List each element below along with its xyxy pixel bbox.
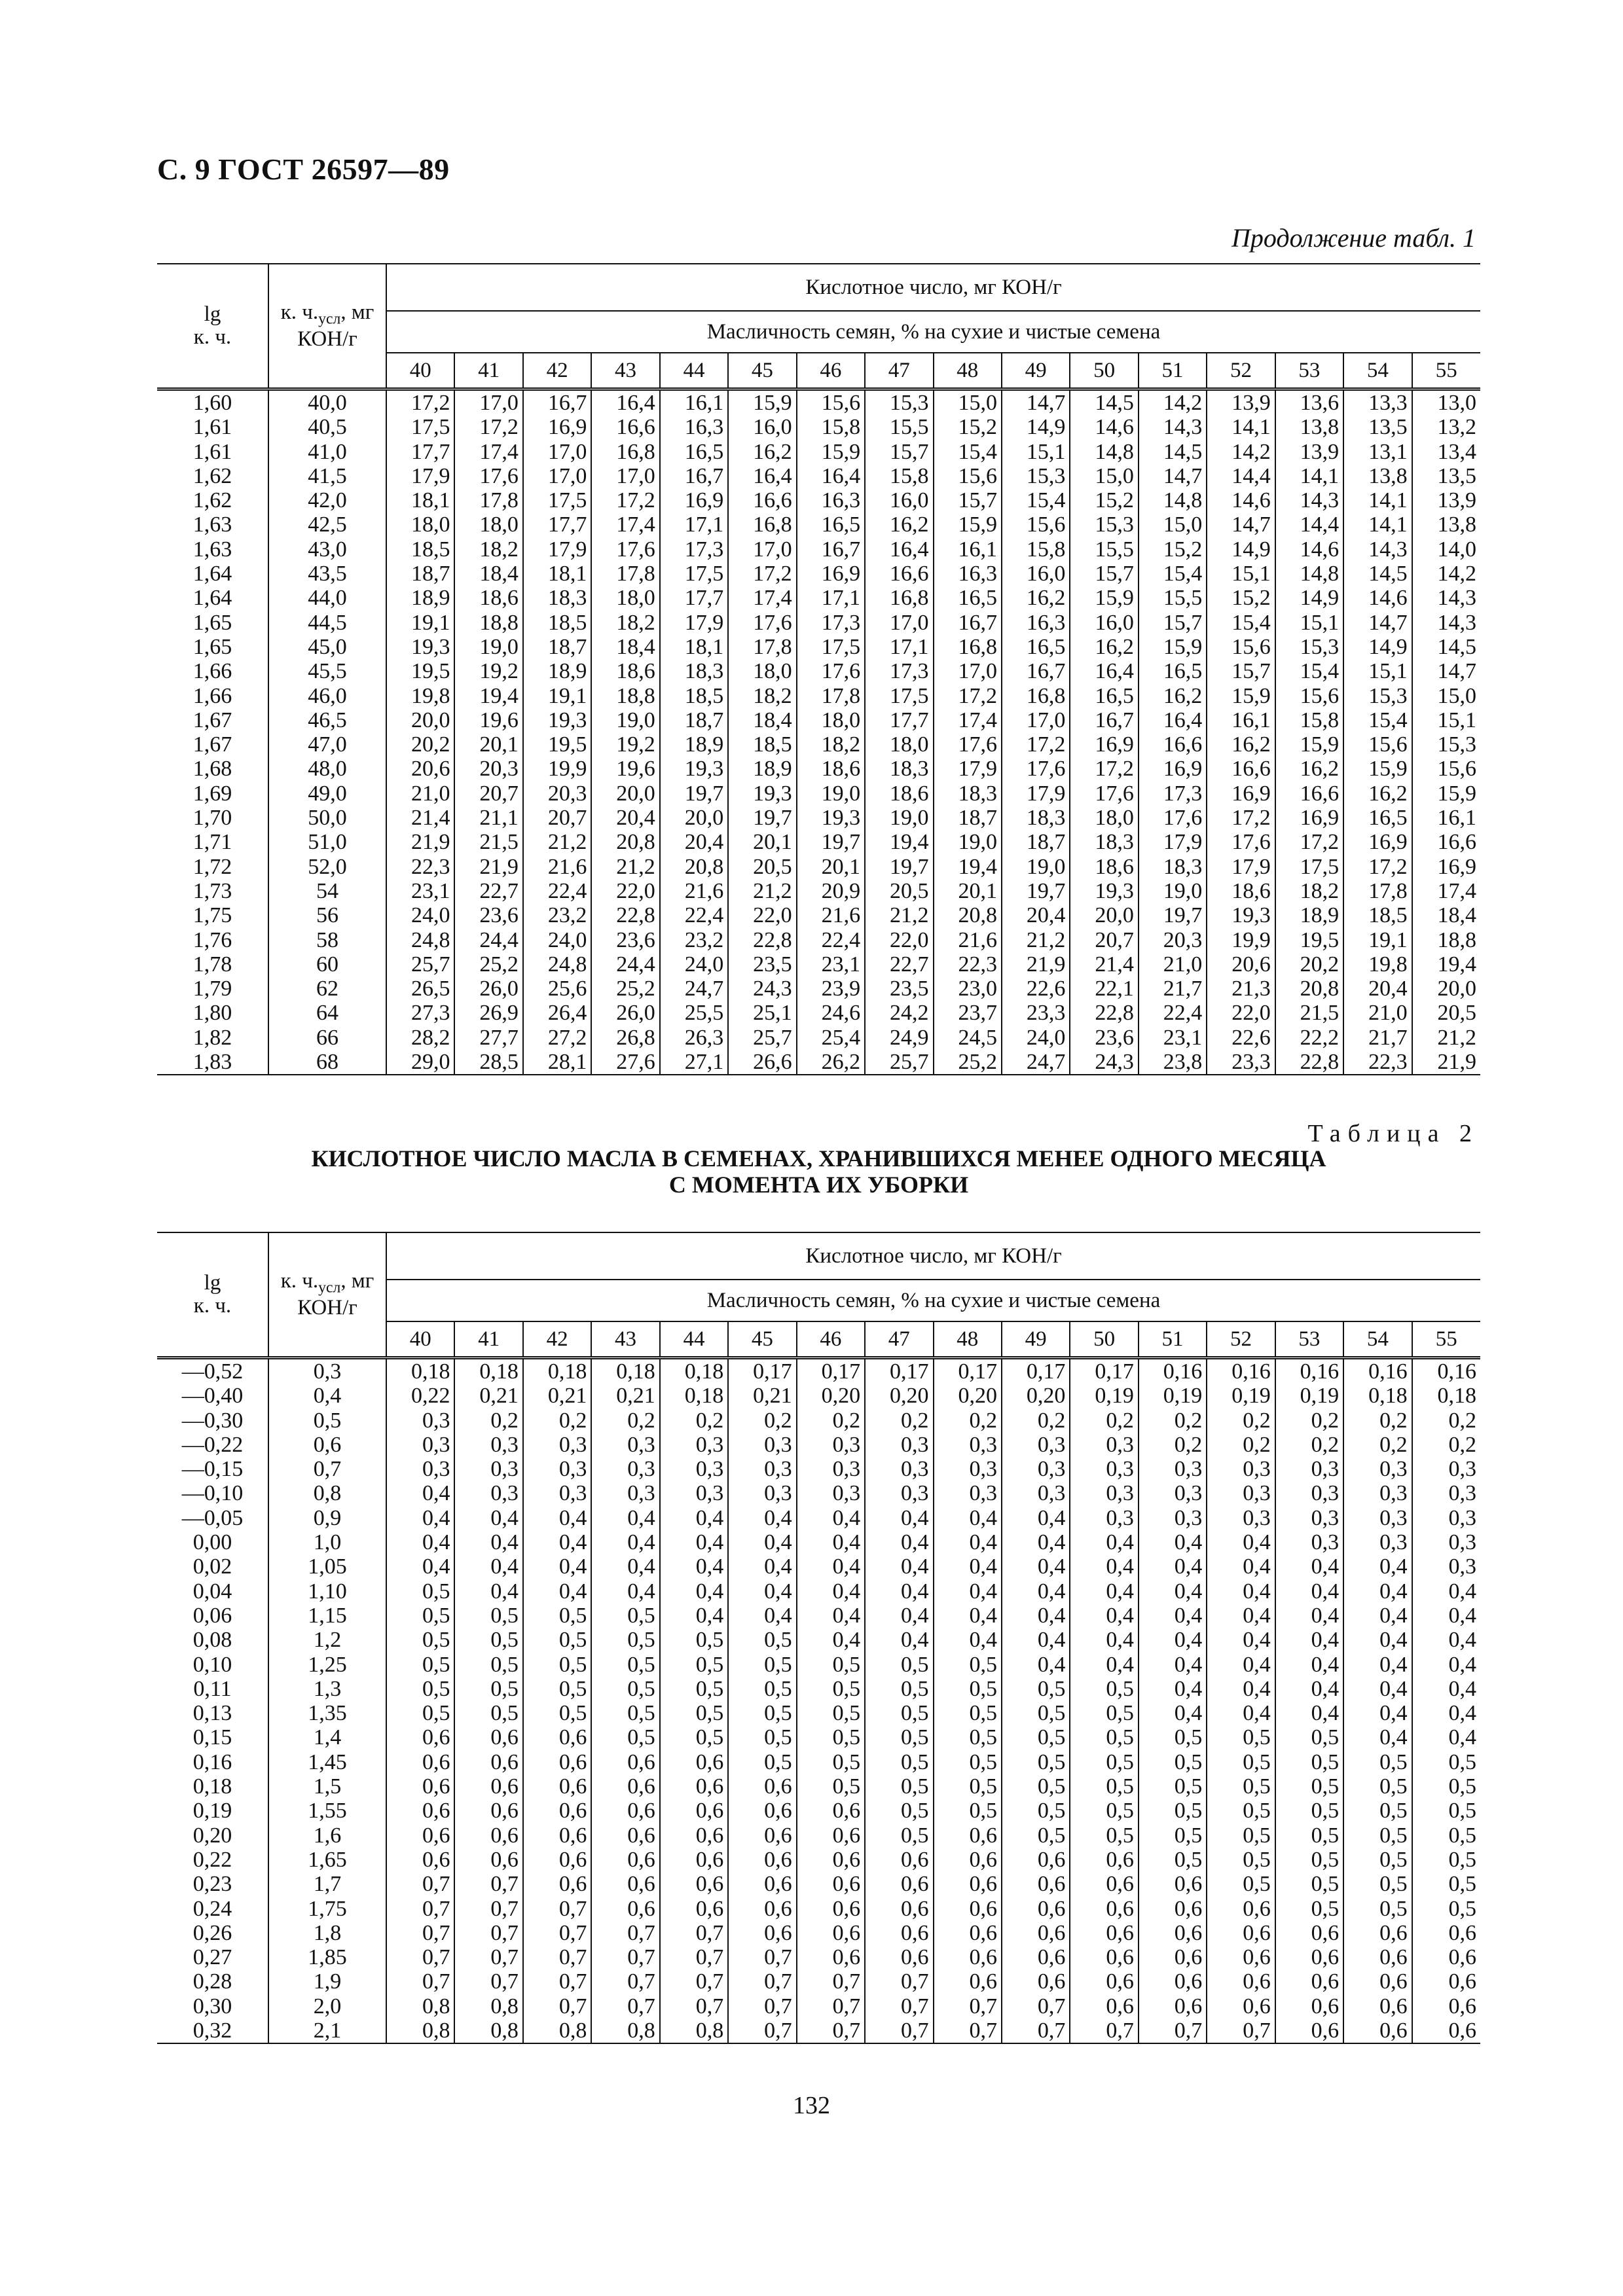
values-column-52: 0,16 0,19 0,2 0,2 0,3 0,3 0,3 0,4 0,4 0,4 0,4 0,4 0,4 0,4 0,4 0,5 0,5 0,5 0,5 0,5 0,5 0,5 0,6 0,6 0,6 0,6 0,6 0,7	[1207, 1358, 1275, 2044]
kch-column: 0,3 0,4 0,5 0,6 0,7 0,8 0,9 1,0 1,05 1,10 1,15 1,2 1,25 1,3 1,35 1,4 1,45 1,5 1,55 1,6 1,65 1,7 1,75 1,8 1,85 1,9 2,0 2,1	[268, 1358, 386, 2044]
values-column-44: 16,1 16,3 16,5 16,7 16,9 17,1 17,3 17,5 17,7 17,9 18,1 18,3 18,5 18,7 18,9 19,3 19,7 20,0 20,4 20,8 21,6 22,4 23,2 24,0 24,7 25,5 26,3 27,1	[660, 389, 728, 1075]
oil-percent-header: 49	[1002, 353, 1070, 389]
oil-content-header: Масличность семян, % на сухие и чистые семена	[386, 311, 1480, 353]
oil-percent-header: 54	[1343, 353, 1412, 389]
values-column-47: 15,3 15,5 15,7 15,8 16,0 16,2 16,4 16,6 16,8 17,0 17,1 17,3 17,5 17,7 18,0 18,3 18,6 19,0 19,4 19,7 20,5 21,2 22,0 22,7 23,5 24,2 24,9 25,7	[865, 389, 933, 1075]
table-body	[157, 1358, 1480, 2044]
acid-number-header: Кислотное число, мг КОН/г	[386, 264, 1480, 311]
oil-percent-header: 55	[1412, 1321, 1480, 1358]
oil-percent-header: 40	[386, 1321, 454, 1358]
oil-percent-header: 41	[454, 1321, 522, 1358]
values-column-45: 15,9 16,0 16,2 16,4 16,6 16,8 17,0 17,2 17,4 17,6 17,8 18,0 18,2 18,4 18,5 18,9 19,3 19,7 20,1 20,5 21,2 22,0 22,8 23,5 24,3 25,1 25,7 26,6	[728, 389, 796, 1075]
oil-content-header: Масличность семян, % на сухие и чистые семена	[386, 1280, 1480, 1321]
oil-percent-header: 55	[1412, 353, 1480, 389]
table-1-continuation	[157, 263, 1480, 1075]
oil-percent-header: 50	[1070, 1321, 1138, 1358]
kch-column: 40,0 40,5 41,0 41,5 42,0 42,5 43,0 43,5 44,0 44,5 45,0 45,5 46,0 46,5 47,0 48,0 49,0 50,0 51,0 52,0 54 56 58 60 62 64 66 68	[268, 389, 386, 1075]
values-column-46: 15,6 15,8 15,9 16,4 16,3 16,5 16,7 16,9 17,1 17,3 17,5 17,6 17,8 18,0 18,2 18,6 19,0 19,3 19,7 20,1 20,9 21,6 22,4 23,1 23,9 24,6 25,4 26,2	[797, 389, 865, 1075]
values-column-40: 0,18 0,22 0,3 0,3 0,3 0,4 0,4 0,4 0,4 0,5 0,5 0,5 0,5 0,5 0,5 0,6 0,6 0,6 0,6 0,6 0,6 0,7 0,7 0,7 0,7 0,7 0,8 0,8	[386, 1358, 454, 2044]
values-column-40: 17,2 17,5 17,7 17,9 18,1 18,0 18,5 18,7 18,9 19,1 19,3 19,5 19,8 20,0 20,2 20,6 21,0 21,4 21,9 22,3 23,1 24,0 24,8 25,7 26,5 27,3 28,2 29,0	[386, 389, 454, 1075]
values-column-46: 0,17 0,20 0,2 0,3 0,3 0,3 0,4 0,4 0,4 0,4 0,4 0,4 0,5 0,5 0,5 0,5 0,5 0,5 0,6 0,6 0,6 0,6 0,6 0,6 0,6 0,7 0,7 0,7	[797, 1358, 865, 2044]
values-column-42: 0,18 0,21 0,2 0,3 0,3 0,3 0,4 0,4 0,4 0,4 0,5 0,5 0,5 0,5 0,5 0,6 0,6 0,6 0,6 0,6 0,6 0,6 0,7 0,7 0,7 0,7 0,7 0,8	[523, 1358, 591, 2044]
oil-percent-header: 52	[1207, 353, 1275, 389]
oil-percent-header: 53	[1275, 353, 1343, 389]
values-column-47: 0,17 0,20 0,2 0,3 0,3 0,3 0,4 0,4 0,4 0,4 0,4 0,4 0,5 0,5 0,5 0,5 0,5 0,5 0,5 0,5 0,6 0,6 0,6 0,6 0,6 0,7 0,7 0,7	[865, 1358, 933, 2044]
values-column-52: 13,9 14,1 14,2 14,4 14,6 14,7 14,9 15,1 15,2 15,4 15,6 15,7 15,9 16,1 16,2 16,6 16,9 17,2 17,6 17,9 18,6 19,3 19,9 20,6 21,3 22,0 22,6 23,3	[1207, 389, 1275, 1075]
oil-percent-header: 41	[454, 353, 522, 389]
oil-percent-header: 52	[1207, 1321, 1275, 1358]
values-column-53: 0,16 0,19 0,2 0,2 0,3 0,3 0,3 0,3 0,4 0,4 0,4 0,4 0,4 0,4 0,4 0,5 0,5 0,5 0,5 0,5 0,5 0,5 0,5 0,6 0,6 0,6 0,6 0,6	[1275, 1358, 1343, 2044]
values-column-43: 16,4 16,6 16,8 17,0 17,2 17,4 17,6 17,8 18,0 18,2 18,4 18,6 18,8 19,0 19,2 19,6 20,0 20,4 20,8 21,2 22,0 22,8 23,6 24,4 25,2 26,0 26,8 27,6	[591, 389, 659, 1075]
lg-column: 1,60 1,61 1,61 1,62 1,62 1,63 1,63 1,64 1,64 1,65 1,65 1,66 1,66 1,67 1,67 1,68 1,69 1,70 1,71 1,72 1,73 1,75 1,76 1,78 1,79 1,80 1,82 1,83	[157, 389, 268, 1075]
lg-column: —0,52 —0,40 —0,30 —0,22 —0,15 —0,10 —0,05 0,00 0,02 0,04 0,06 0,08 0,10 0,11 0,13 0,15 0,16 0,18 0,19 0,20 0,22 0,23 0,24 0,26 0,27 0,28 0,30 0,32	[157, 1358, 268, 2044]
lg-header: lg к. ч.	[157, 1232, 268, 1358]
oil-percent-header: 48	[934, 1321, 1002, 1358]
values-column-49: 0,17 0,20 0,2 0,3 0,3 0,3 0,4 0,4 0,4 0,4 0,4 0,4 0,4 0,5 0,5 0,5 0,5 0,5 0,5 0,5 0,6 0,6 0,6 0,6 0,6 0,6 0,7 0,7	[1002, 1358, 1070, 2044]
oil-percent-header: 44	[660, 353, 728, 389]
oil-percent-header: 44	[660, 1321, 728, 1358]
values-column-44: 0,18 0,18 0,2 0,3 0,3 0,3 0,4 0,4 0,4 0,4 0,4 0,5 0,5 0,5 0,5 0,5 0,6 0,6 0,6 0,6 0,6 0,6 0,6 0,7 0,7 0,7 0,7 0,8	[660, 1358, 728, 2044]
values-column-55: 13,0 13,2 13,4 13,5 13,9 13,8 14,0 14,2 14,3 14,3 14,5 14,7 15,0 15,1 15,3 15,6 15,9 16,1 16,6 16,9 17,4 18,4 18,8 19,4 20,0 20,5 21,2 21,9	[1412, 389, 1480, 1075]
oil-percent-header: 42	[523, 1321, 591, 1358]
oil-percent-header: 46	[797, 1321, 865, 1358]
oil-percent-header: 49	[1002, 1321, 1070, 1358]
oil-percent-header: 43	[591, 353, 659, 389]
oil-percent-header: 51	[1139, 353, 1207, 389]
values-column-41: 0,18 0,21 0,2 0,3 0,3 0,3 0,4 0,4 0,4 0,4 0,5 0,5 0,5 0,5 0,5 0,6 0,6 0,6 0,6 0,6 0,6 0,7 0,7 0,7 0,7 0,7 0,8 0,8	[454, 1358, 522, 2044]
continuation-note: Продолжение табл. 1	[1231, 223, 1476, 253]
values-column-50: 0,17 0,19 0,2 0,3 0,3 0,3 0,3 0,4 0,4 0,4 0,4 0,4 0,4 0,5 0,5 0,5 0,5 0,5 0,5 0,5 0,6 0,6 0,6 0,6 0,6 0,6 0,6 0,7	[1070, 1358, 1138, 2044]
values-column-50: 14,5 14,6 14,8 15,0 15,2 15,3 15,5 15,7 15,9 16,0 16,2 16,4 16,5 16,7 16,9 17,2 17,6 18,0 18,3 18,6 19,3 20,0 20,7 21,4 22,1 22,8 23,6 24,3	[1070, 389, 1138, 1075]
oil-percent-header: 48	[934, 353, 1002, 389]
oil-percent-header: 47	[865, 1321, 933, 1358]
oil-percent-header: 47	[865, 353, 933, 389]
values-column-49: 14,7 14,9 15,1 15,3 15,4 15,6 15,8 16,0 16,2 16,3 16,5 16,7 16,8 17,0 17,2 17,6 17,9 18,3 18,7 19,0 19,7 20,4 21,2 21,9 22,6 23,3 24,0 24,7	[1002, 389, 1070, 1075]
values-column-53: 13,6 13,8 13,9 14,1 14,3 14,4 14,6 14,8 14,9 15,1 15,3 15,4 15,6 15,8 15,9 16,2 16,6 16,9 17,2 17,5 18,2 18,9 19,5 20,2 20,8 21,5 22,2 22,8	[1275, 389, 1343, 1075]
values-column-41: 17,0 17,2 17,4 17,6 17,8 18,0 18,2 18,4 18,6 18,8 19,0 19,2 19,4 19,6 20,1 20,3 20,7 21,1 21,5 21,9 22,7 23,6 24,4 25,2 26,0 26,9 27,7 28,5	[454, 389, 522, 1075]
table-body	[157, 389, 1480, 1075]
page-number: 132	[793, 2092, 830, 2119]
values-column-48: 15,0 15,2 15,4 15,6 15,7 15,9 16,1 16,3 16,5 16,7 16,8 17,0 17,2 17,4 17,6 17,9 18,3 18,7 19,0 19,4 20,1 20,8 21,6 22,3 23,0 23,7 24,5 25,2	[934, 389, 1002, 1075]
oil-percent-header: 46	[797, 353, 865, 389]
oil-percent-header: 43	[591, 1321, 659, 1358]
oil-percent-header: 45	[728, 1321, 796, 1358]
values-column-43: 0,18 0,21 0,2 0,3 0,3 0,3 0,4 0,4 0,4 0,4 0,5 0,5 0,5 0,5 0,5 0,5 0,6 0,6 0,6 0,6 0,6 0,6 0,6 0,7 0,7 0,7 0,7 0,8	[591, 1358, 659, 2044]
oil-percent-header: 54	[1343, 1321, 1412, 1358]
acid-number-header: Кислотное число, мг КОН/г	[386, 1232, 1480, 1280]
table-2-title: КИСЛОТНОЕ ЧИСЛО МАСЛА В СЕМЕНАХ, ХРАНИВШИХСЯ МЕНЕЕ ОДНОГО МЕСЯЦА С МОМЕНТА ИХ УБОРКИ	[311, 1145, 1326, 1198]
values-column-48: 0,17 0,20 0,2 0,3 0,3 0,3 0,4 0,4 0,4 0,4 0,4 0,4 0,5 0,5 0,5 0,5 0,5 0,5 0,5 0,6 0,6 0,6 0,6 0,6 0,6 0,6 0,7 0,7	[934, 1358, 1002, 2044]
values-column-54: 13,3 13,5 13,1 13,8 14,1 14,1 14,3 14,5 14,6 14,7 14,9 15,1 15,3 15,4 15,6 15,9 16,2 16,5 16,9 17,2 17,8 18,5 19,1 19,8 20,4 21,0 21,7 22,3	[1343, 389, 1412, 1075]
values-column-42: 16,7 16,9 17,0 17,0 17,5 17,7 17,9 18,1 18,3 18,5 18,7 18,9 19,1 19,3 19,5 19,9 20,3 20,7 21,2 21,6 22,4 23,2 24,0 24,8 25,6 26,4 27,2 28,1	[523, 389, 591, 1075]
lg-header: lg к. ч.	[157, 264, 268, 389]
values-column-54: 0,16 0,18 0,2 0,2 0,3 0,3 0,3 0,3 0,4 0,4 0,4 0,4 0,4 0,4 0,4 0,4 0,5 0,5 0,5 0,5 0,5 0,5 0,5 0,6 0,6 0,6 0,6 0,6	[1343, 1358, 1412, 2044]
table-2	[157, 1232, 1480, 2044]
oil-percent-header: 42	[523, 353, 591, 389]
kch-header: к. $ч._{усл}$, мг КОН/г	[268, 264, 386, 389]
values-column-51: 0,16 0,19 0,2 0,2 0,3 0,3 0,3 0,4 0,4 0,4 0,4 0,4 0,4 0,4 0,4 0,5 0,5 0,5 0,5 0,5 0,5 0,6 0,6 0,6 0,6 0,6 0,6 0,7	[1139, 1358, 1207, 2044]
oil-percent-header: 40	[386, 353, 454, 389]
values-column-51: 14,2 14,3 14,5 14,7 14,8 15,0 15,2 15,4 15,5 15,7 15,9 16,5 16,2 16,4 16,6 16,9 17,3 17,6 17,9 18,3 19,0 19,7 20,3 21,0 21,7 22,4 23,1 23,8	[1139, 389, 1207, 1075]
oil-percent-header: 53	[1275, 1321, 1343, 1358]
values-column-55: 0,16 0,18 0,2 0,2 0,3 0,3 0,3 0,3 0,3 0,4 0,4 0,4 0,4 0,4 0,4 0,4 0,5 0,5 0,5 0,5 0,5 0,5 0,5 0,6 0,6 0,6 0,6 0,6	[1412, 1358, 1480, 2044]
kch-header: к. $ч._{усл}$, мг КОН/г	[268, 1232, 386, 1358]
values-column-45: 0,17 0,21 0,2 0,3 0,3 0,3 0,4 0,4 0,4 0,4 0,4 0,5 0,5 0,5 0,5 0,5 0,5 0,6 0,6 0,6 0,6 0,6 0,6 0,6 0,7 0,7 0,7 0,7	[728, 1358, 796, 2044]
oil-percent-header: 51	[1139, 1321, 1207, 1358]
oil-percent-header: 45	[728, 353, 796, 389]
page-header: С. 9 ГОСТ 26597—89	[157, 152, 450, 186]
oil-percent-header: 50	[1070, 353, 1138, 389]
table-2-label: Таблица 2	[1307, 1120, 1479, 1147]
